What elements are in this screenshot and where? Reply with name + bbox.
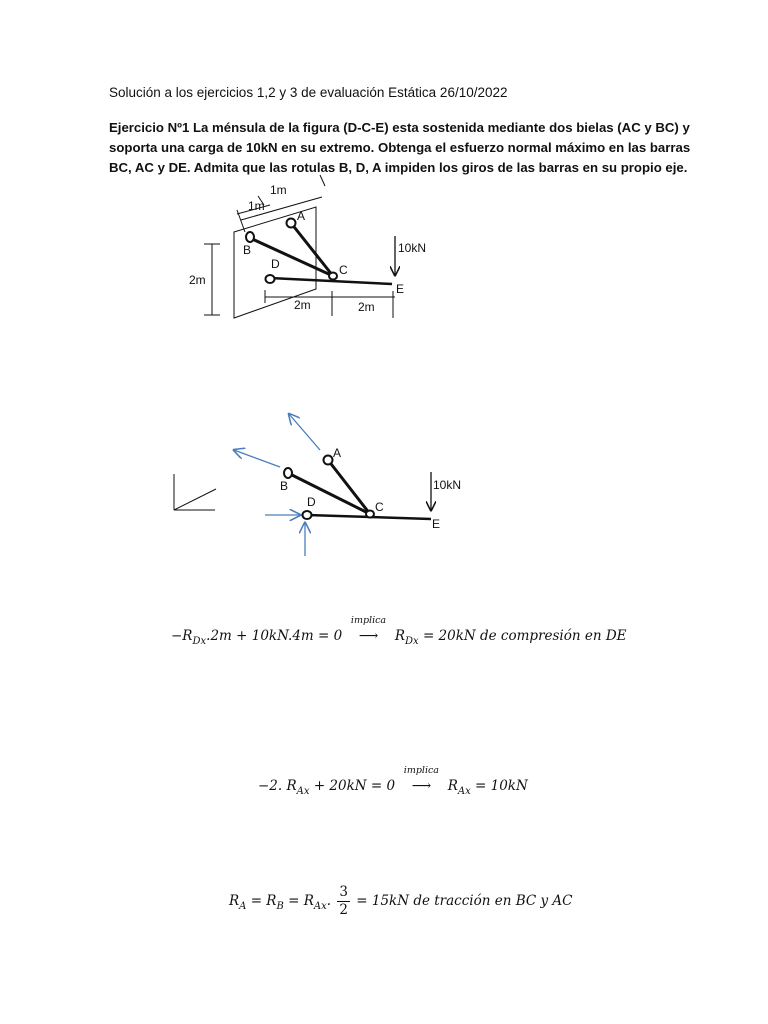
label-A: A (333, 446, 342, 460)
implies-arrow: implica ⟶ (403, 765, 439, 794)
label-C: C (375, 500, 384, 514)
implies-arrow: implica ⟶ (350, 615, 387, 644)
label-E: E (396, 282, 405, 296)
joint-C (329, 273, 337, 280)
dim-label-top-2: 1m (248, 199, 265, 213)
figure-2-free-body-diagram (174, 414, 461, 556)
dim-label-top-1: 1m (270, 183, 287, 197)
load-label: 10kN (398, 241, 427, 255)
joint-C (366, 511, 374, 518)
bar-AC (328, 460, 370, 514)
figure-1-bracket-diagram (189, 175, 426, 318)
equation-moment-D: $-R_{Dx}.2m + 10kN.4m = 0$ implica ⟶ $R_{Dx} = 20kN$ de compresión en DE (171, 615, 627, 647)
bar-BC (250, 238, 333, 276)
label-B: B (280, 479, 289, 493)
dim-label-left: 2m (189, 273, 206, 287)
bar-AC (291, 223, 333, 276)
dim-label-bottom-1: 2m (294, 298, 311, 312)
dim-label-bottom-2: 2m (358, 300, 375, 314)
document-heading: Solución a los ejercicios 1,2 y 3 de evaluación Estática 26/10/2022 (109, 85, 508, 100)
label-C: C (339, 263, 348, 277)
load-label: 10kN (433, 478, 462, 492)
label-D: D (271, 257, 280, 271)
statement-line-3: BC, AC y DE. Admita que las rotulas B, D, A impiden los giros de las barras en su propio eje. (109, 160, 688, 175)
reaction-arrow-B (234, 450, 280, 467)
fraction: $\frac{3}{2}$ (339, 884, 348, 918)
joint-D (303, 511, 312, 519)
statement-line-1: Ejercicio Nº1 La ménsula de la figura (D-C-E) esta sostenida mediante dos bielas (AC y BC) y (109, 120, 690, 135)
joint-A (287, 219, 296, 228)
joint-B (246, 232, 254, 242)
joint-D (266, 275, 275, 283)
equation-sum-x: −2. $R_{Ax} + 20kN = 0$ implica ⟶ $R_{Ax} = 10kN$ (258, 765, 528, 797)
axis-depth (174, 489, 216, 510)
label-D: D (307, 495, 316, 509)
reaction-arrow-A (289, 414, 320, 450)
label-B: B (243, 243, 252, 257)
dim-tick (320, 175, 325, 186)
joint-A (324, 456, 333, 465)
equation-bar-forces: $R_A = R_B = R_{Ax}$. $\frac{3}{2}$ = 15kN de tracción en BC y AC (229, 884, 573, 918)
label-A: A (297, 209, 306, 223)
joint-B (284, 468, 292, 478)
statement-line-2: soporta una carga de 10kN en su extremo. Obtenga el esfuerzo normal máximo en las barras (109, 140, 691, 155)
bar-BC (288, 473, 370, 514)
label-E: E (432, 517, 441, 531)
